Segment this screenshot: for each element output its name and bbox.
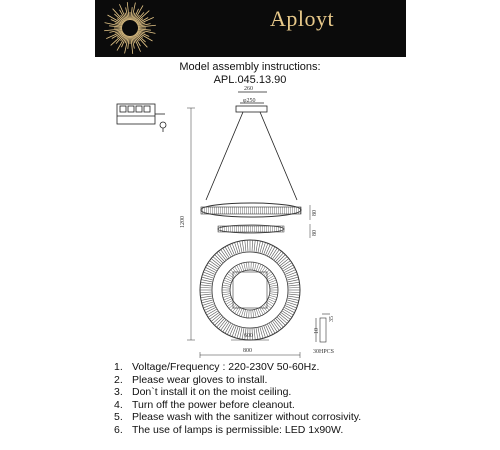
spec-text: Turn off the power before cleanout.: [132, 398, 295, 411]
dim-outer-dia: 800: [243, 348, 252, 354]
spec-number: 3.: [114, 386, 123, 399]
dim-inner-dia: 600: [244, 333, 253, 339]
spec-number: 5.: [114, 411, 123, 424]
spec-text: Please wash with the sanitizer without corrosivity.: [132, 411, 362, 424]
brand-logo: Aployt: [270, 6, 335, 31]
document-title: Model assembly instructions:: [179, 61, 321, 73]
dim-top-width: 260: [244, 86, 253, 92]
spec-text: Voltage/Frequency : 220-230V 50-60Hz.: [132, 361, 320, 373]
spec-text: Please wear gloves to install.: [132, 373, 268, 386]
dim-ring-upper: 80: [312, 210, 318, 216]
spec-item: [114, 399, 361, 412]
spec-number: 4.: [114, 398, 123, 411]
dim-small-a: 10: [314, 328, 320, 334]
spec-number: 6.: [114, 423, 123, 436]
upper-ring: [201, 203, 301, 233]
spec-item: [114, 411, 361, 424]
terminal-block-icon: [117, 104, 166, 132]
spec-text: The use of lamps is permissible: LED 1x90W.: [132, 423, 344, 436]
plan-view: [200, 240, 300, 340]
dim-canopy-dia: φ250: [243, 98, 256, 104]
spec-item: [114, 424, 361, 437]
dim-small-b: 35: [329, 316, 335, 322]
spec-text: Don`t install it on the moist ceiling.: [132, 386, 292, 399]
spec-list: [114, 361, 361, 437]
model-number: APL.045.13.90: [213, 74, 287, 86]
spec-item: [114, 361, 361, 374]
dim-height: 1200: [180, 216, 186, 228]
spec-item: [114, 386, 361, 399]
crystal-detail: [316, 314, 330, 342]
spec-number: 1.: [114, 361, 123, 373]
dim-ring-lower: 80: [312, 230, 318, 236]
spec-item: [114, 374, 361, 387]
spec-number: 2.: [114, 373, 123, 386]
dim-hpcs: 30HPCS: [313, 349, 335, 355]
